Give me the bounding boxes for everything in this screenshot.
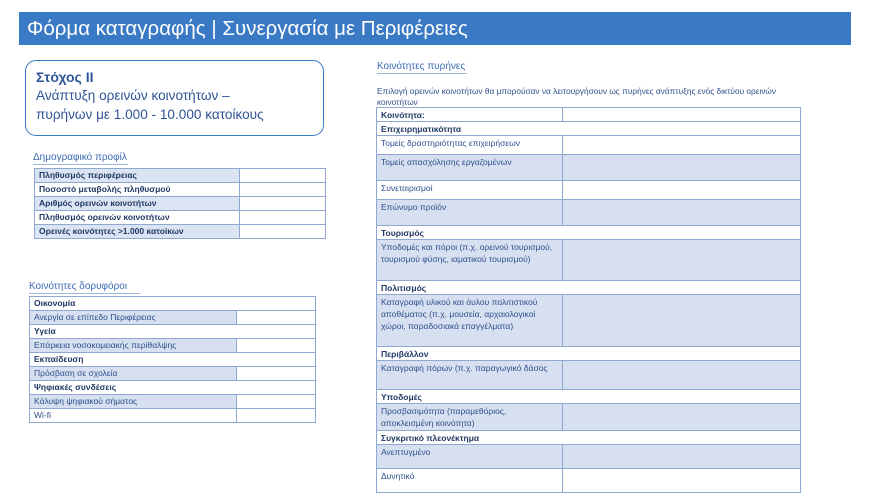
table-row <box>35 225 326 239</box>
hub-item: Συνεταιρισμοί <box>377 181 563 200</box>
demographic-value-field[interactable] <box>240 211 326 225</box>
demographic-heading: Δημογραφικό προφίλ <box>33 152 127 163</box>
satellite-value-field[interactable] <box>237 367 316 381</box>
hub-category: Συγκριτικό πλεονέκτημα <box>377 431 801 445</box>
table-row <box>377 295 801 347</box>
hub-item: Καταγραφή πόρων (π.χ. παραγωγικό δάσος <box>377 361 563 390</box>
table-row <box>377 181 801 200</box>
demographic-value-field[interactable] <box>240 197 326 211</box>
table-row <box>377 281 801 295</box>
hub-value-field[interactable] <box>563 469 801 493</box>
hub-value-field[interactable] <box>563 136 801 155</box>
table-row <box>377 361 801 390</box>
table-row <box>377 445 801 469</box>
goal-line-2: πυρήνων με 1.000 - 10.000 κατοίκους <box>36 107 264 122</box>
hub-value-field[interactable] <box>563 155 801 181</box>
table-row <box>35 169 326 183</box>
hub-item: Δυνητικό <box>377 469 563 493</box>
hub-item: Επώνυμο προϊόν <box>377 200 563 226</box>
table-row <box>377 390 801 404</box>
table-row <box>35 183 326 197</box>
hub-category: Περιβάλλον <box>377 347 801 361</box>
hub-value-field[interactable] <box>563 181 801 200</box>
satellite-category: Οικονομία <box>30 297 316 311</box>
hub-value-field[interactable] <box>563 445 801 469</box>
table-row <box>377 431 801 445</box>
demographic-label: Πληθυσμός περιφέρειας <box>35 169 240 183</box>
satellite-item: Ανεργία σε επίπεδο Περιφέρειας <box>30 311 237 325</box>
table-row <box>377 108 801 122</box>
community-label: Κοινότητα: <box>377 108 563 122</box>
hub-value-field[interactable] <box>563 404 801 431</box>
demographic-label: Αριθμός ορεινών κοινοτήτων <box>35 197 240 211</box>
satellite-value-field[interactable] <box>237 311 316 325</box>
hub-item: Ανεπτυγμένο <box>377 445 563 469</box>
table-row <box>30 367 316 381</box>
hub-item: Υποδομές και πόροι (π.χ. ορεινού τουρισμού, τουρισμού φύσης, ιαματικού τουρισμού) <box>377 240 563 281</box>
hub-value-field[interactable] <box>563 200 801 226</box>
hub-category: Υποδομές <box>377 390 801 404</box>
goal-line-1: Ανάπτυξη ορεινών κοινοτήτων – <box>36 88 230 103</box>
table-row <box>377 200 801 226</box>
table-row <box>30 353 316 367</box>
hubs-intro: Επιλογή ορεινών κοινοτήτων θα μπορούσαν να λειτουργήσουν ως πυρήνες ανάπτυξης ενός δικτύου ορεινών κοινοτήτων <box>377 86 777 107</box>
table-row <box>30 409 316 423</box>
satellite-value-field[interactable] <box>237 339 316 353</box>
table-row <box>30 325 316 339</box>
satellite-value-field[interactable] <box>237 395 316 409</box>
table-row <box>377 404 801 431</box>
demographic-table <box>34 168 326 239</box>
hub-item: Τομείς απασχόλησης εργαζομένων <box>377 155 563 181</box>
table-row <box>377 226 801 240</box>
hub-item: Προσβασιμότητα (παραμεθόριος, αποκλεισμένη κοινότητα) <box>377 404 563 431</box>
demographic-value-field[interactable] <box>240 183 326 197</box>
hubs-heading: Κοινότητες πυρήνες <box>377 61 466 72</box>
hub-value-field[interactable] <box>563 240 801 281</box>
table-row <box>377 155 801 181</box>
satellite-item: Πρόσβαση σε σχολεία <box>30 367 237 381</box>
goal-box <box>25 60 324 136</box>
hub-item: Καταγραφή υλικού και άυλου πολιτιστικού αποθέματος (π.χ. μουσεία, αρχαιολογικοί χώροι, παραδοσιακά επαγγέλματα) <box>377 295 563 347</box>
hub-value-field[interactable] <box>563 361 801 390</box>
table-row <box>30 297 316 311</box>
demographic-label: Πληθυσμός ορεινών κοινοτήτων <box>35 211 240 225</box>
satellite-item: Κάλυψη ψηφιακού σήματος <box>30 395 237 409</box>
table-row <box>377 136 801 155</box>
goal-title: Στόχος ΙΙ <box>36 69 94 85</box>
table-row <box>35 211 326 225</box>
satellite-category: Ψηφιακές συνδέσεις <box>30 381 316 395</box>
table-row <box>30 339 316 353</box>
demographic-label: Ποσοστό μεταβολής πληθυσμού <box>35 183 240 197</box>
hub-category: Τουρισμός <box>377 226 801 240</box>
satellite-item: Wi-fi <box>30 409 237 423</box>
hub-value-field[interactable] <box>563 295 801 347</box>
table-row <box>377 469 801 493</box>
satellite-category: Υγεία <box>30 325 316 339</box>
page-title: Φόρμα καταγραφής | Συνεργασία με Περιφέρειες <box>19 12 851 45</box>
demographic-value-field[interactable] <box>240 169 326 183</box>
hub-item: Τομείς δραστηριότητας επιχειρήσεων <box>377 136 563 155</box>
table-row <box>30 381 316 395</box>
table-row <box>377 240 801 281</box>
satellite-heading: Κοινότητες δορυφόροι <box>29 281 140 294</box>
demographic-label: Ορεινές κοινότητες >1.000 κατοίκων <box>35 225 240 239</box>
table-row <box>30 395 316 409</box>
community-name-field[interactable] <box>563 108 801 122</box>
table-row <box>377 122 801 136</box>
table-row <box>30 311 316 325</box>
hubs-table <box>376 107 801 493</box>
table-row <box>35 197 326 211</box>
satellite-table <box>29 296 316 423</box>
hub-category: Επιχειρηματικότητα <box>377 122 801 136</box>
demographic-value-field[interactable] <box>240 225 326 239</box>
satellite-value-field[interactable] <box>237 409 316 423</box>
satellite-item: Επάρκεια νοσοκομειακής περίθαλψης <box>30 339 237 353</box>
hub-category: Πολιτισμός <box>377 281 801 295</box>
satellite-category: Εκπαίδευση <box>30 353 316 367</box>
table-row <box>377 347 801 361</box>
